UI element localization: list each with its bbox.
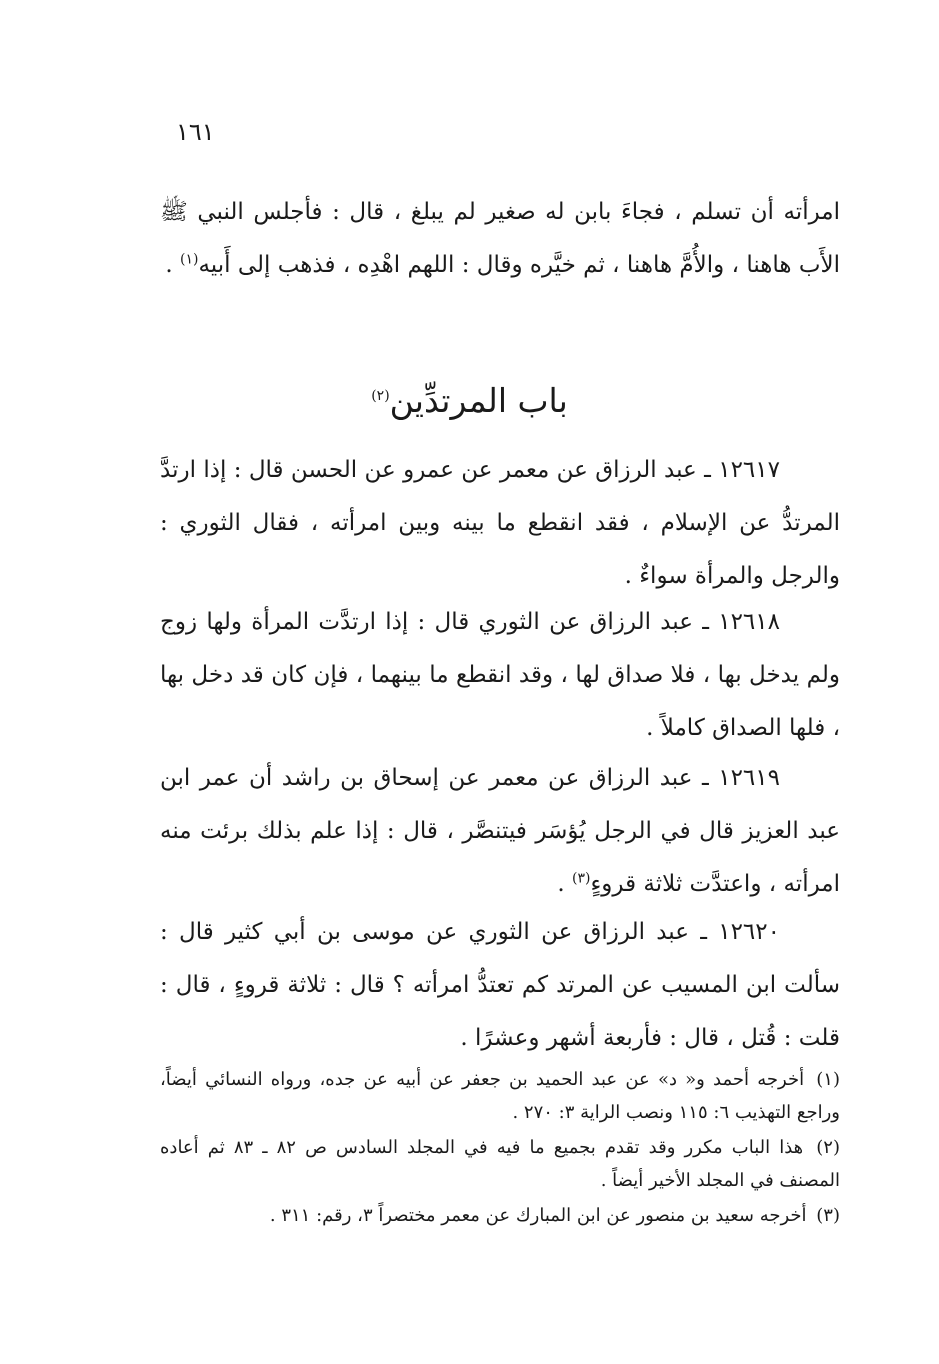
hadith-12620 [160, 906, 840, 1065]
hadith-text: ١٢٦١٨ ـ عبد الرزاق عن الثوري قال : إذا ارتدَّت المرأة ولها زوج ولم يدخل بها ، فلا صداق لها ، وقد انقطع ما بينهما ، فإن كان قد دخل بها ، فلها الصداق كاملاً . [160, 609, 840, 741]
footnote-ref-3[interactable]: (٣) [571, 870, 591, 887]
footnote-ref-1[interactable]: (١) [180, 251, 199, 268]
intro-paragraph [160, 186, 840, 292]
hadith-text: ١٢٦١٧ ـ عبد الرزاق عن معمر عن عمرو عن الحسن قال : إذا ارتدَّ المرتدُّ عن الإسلام ، فقد انقطع ما بينه وبين امرأته ، فقال الثوري : والرجل والمرأة سواءٌ . [160, 457, 840, 589]
hadith-end: . [557, 871, 572, 897]
footnote-3 [160, 1199, 840, 1232]
footnote-number: (١) [816, 1069, 840, 1090]
footnote-text: هذا الباب مكرر وقد تقدم بجميع ما فيه في المجلد السادس ص ٨٢ ـ ٨٣ ثم أعاده المصنف في المجلد الأخير أيضاً . [160, 1137, 840, 1191]
footnote-2 [160, 1131, 840, 1197]
footnote-1 [160, 1063, 840, 1129]
footnotes-section [160, 1063, 840, 1234]
hadith-12618 [160, 596, 840, 755]
chapter-title-text: باب المرتدِّين [389, 381, 568, 420]
footnote-ref-2[interactable]: (٢) [371, 388, 390, 404]
chapter-title [0, 376, 939, 426]
page-number: ١٦١ [176, 118, 215, 146]
footnote-text: أخرجه أحمد و« د» عن عبد الحميد بن جعفر عن أبيه عن جده، ورواه النسائي أيضاً، وراجع التهذيب ٦: ١١٥ ونصب الراية ٣: ٢٧٠ . [160, 1069, 840, 1123]
hadith-12619 [160, 752, 840, 911]
footnote-number: (٣) [816, 1205, 840, 1226]
footnote-number: (٢) [816, 1137, 840, 1158]
hadith-text: ١٢٦٢٠ ـ عبد الرزاق عن الثوري عن موسى بن أبي كثير قال : سألت ابن المسيب عن المرتد كم تعتدُّ امرأته ؟ قال : ثلاثة قروءٍ ، قال : قلت : قُتل ، قال : فأربعة أشهر وعشرًا . [160, 919, 840, 1051]
intro-text: امرأته أن تسلم ، فجاءَ بابن له صغير لم يبلغ ، قال : فأجلس النبي ﷺ الأَب هاهنا ، والأُمَّ هاهنا ، ثم خيَّره وقال : اللهم اهْدِه ، فذهب إلى أَبيه [160, 199, 840, 278]
hadith-12617 [160, 444, 840, 603]
hadith-text: ١٢٦١٩ ـ عبد الرزاق عن معمر عن إسحاق بن راشد أن عمر ابن عبد العزيز قال في الرجل يُؤسَر فيتنصَّر ، قال : إذا علم بذلك برئت منه امرأته ، واعتدَّت ثلاثة قروءٍ [160, 765, 840, 897]
intro-end: . [165, 252, 180, 278]
footnote-text: أخرجه سعيد بن منصور عن ابن المبارك عن معمر مختصراً ٣، رقم: ٣١١ . [269, 1205, 807, 1226]
